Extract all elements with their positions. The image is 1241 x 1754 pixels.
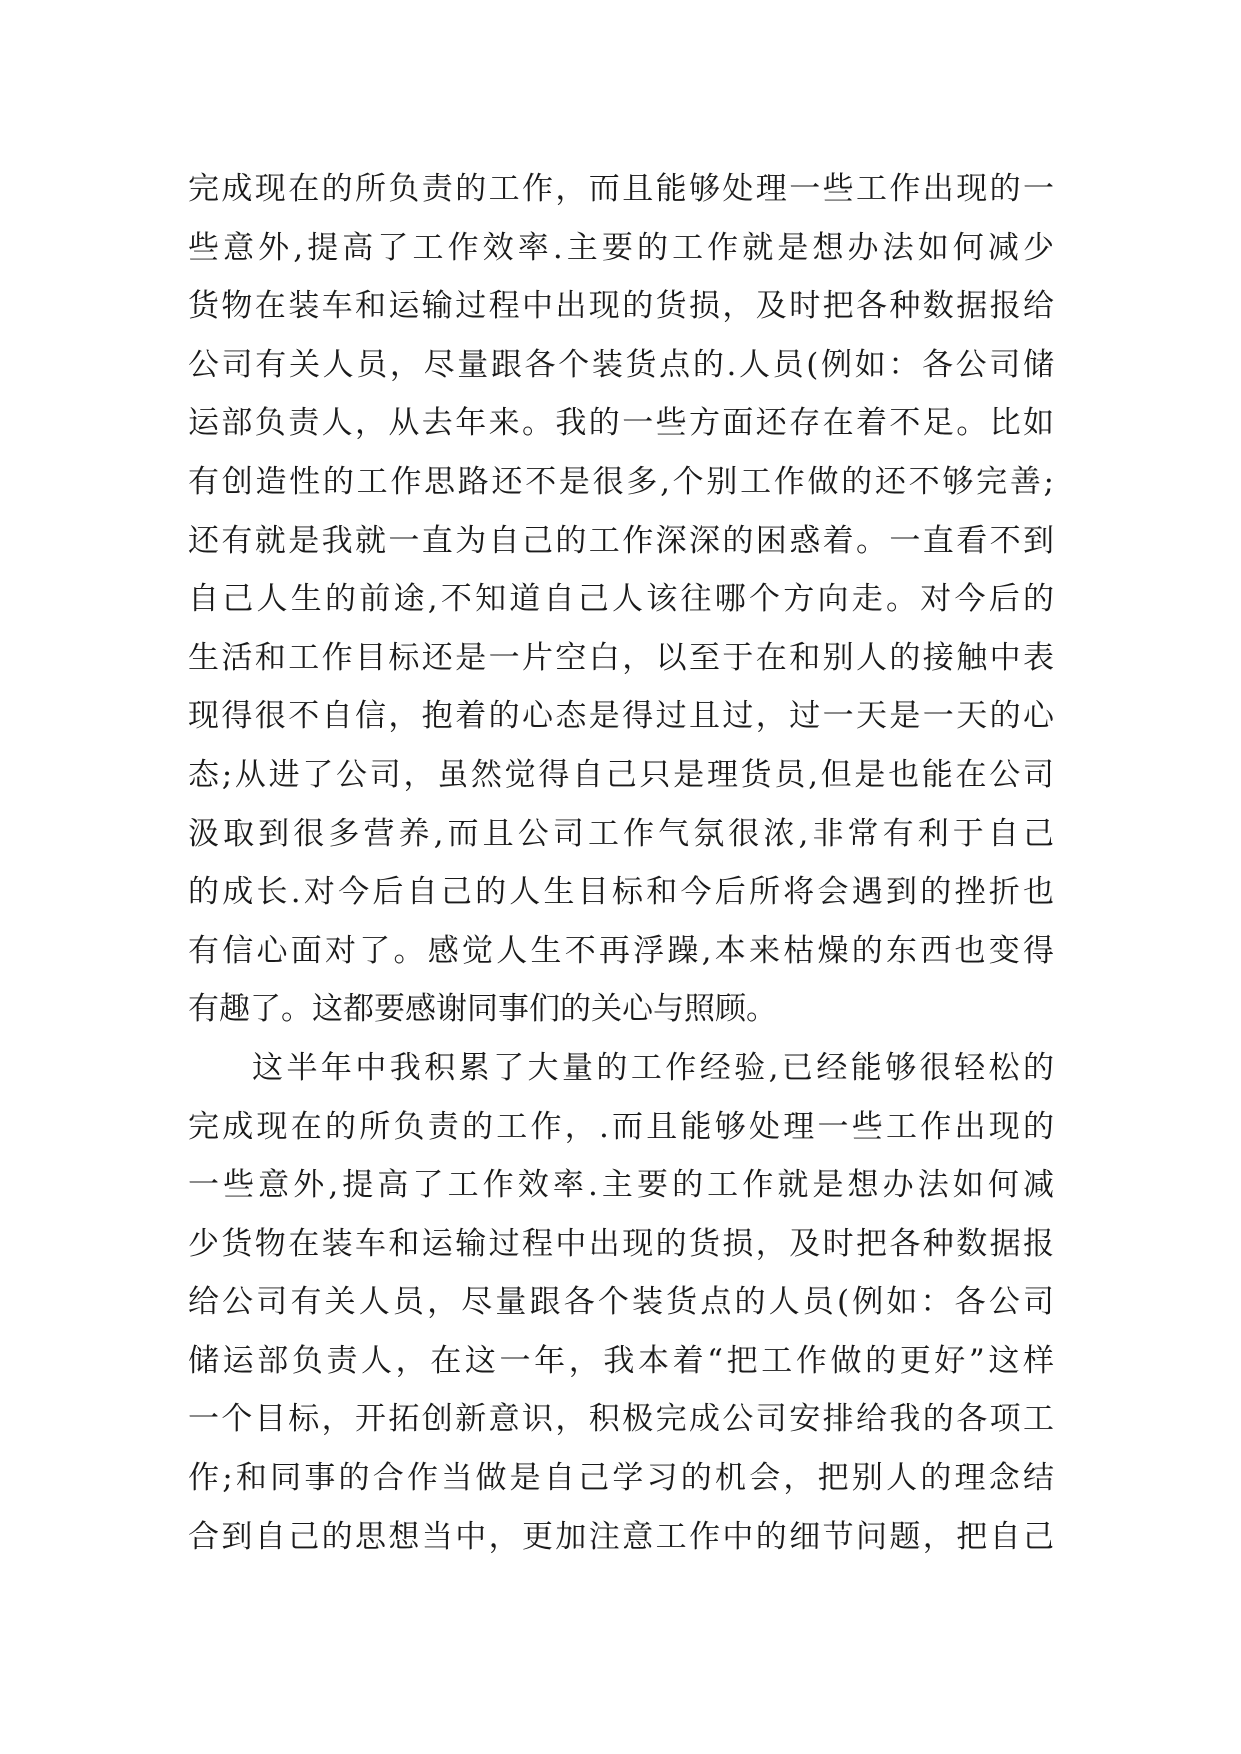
- text-line: 储运部负责人，在这一年，我本着“把工作做的更好”这样: [188, 1342, 1054, 1379]
- text-line: 的成长.对今后自己的人生目标和今后所将会遇到的挫折也: [188, 874, 1054, 911]
- text-line: 生活和工作目标还是一片空白，以至于在和别人的接触中表: [188, 639, 1054, 676]
- text-line: 一个目标，开拓创新意识，积极完成公司安排给我的各项工: [188, 1401, 1054, 1438]
- text-line: 运部负责人，从去年来。我的一些方面还存在着不足。比如: [188, 405, 1054, 442]
- text-line: 现得很不自信，抱着的心态是得过且过，过一天是一天的心: [188, 698, 1054, 735]
- text-line: 少货物在装车和运输过程中出现的货损，及时把各种数据报: [188, 1225, 1054, 1262]
- paragraph-2: [188, 1039, 1054, 1566]
- paragraph-1: [188, 160, 1054, 1039]
- text-line: 这半年中我积累了大量的工作经验,已经能够很轻松的: [252, 1049, 1054, 1086]
- text-line: 货物在装车和运输过程中出现的货损，及时把各种数据报给: [188, 288, 1054, 325]
- text-line: 态;从进了公司，虽然觉得自己只是理货员,但是也能在公司: [188, 756, 1054, 793]
- text-line: 汲取到很多营养,而且公司工作气氛很浓,非常有利于自己: [188, 815, 1054, 852]
- text-line: 还有就是我就一直为自己的工作深深的困惑着。一直看不到: [188, 522, 1054, 559]
- text-line: 作;和同事的合作当做是自己学习的机会，把别人的理念结: [188, 1460, 1054, 1497]
- text-line: 有创造性的工作思路还不是很多,个别工作做的还不够完善;: [188, 463, 1054, 500]
- body-text: [188, 160, 1054, 1566]
- text-line: 有信心面对了。感觉人生不再浮躁,本来枯燥的东西也变得: [188, 932, 1054, 969]
- text-line: 合到自己的思想当中，更加注意工作中的细节问题，把自己: [188, 1518, 1054, 1555]
- text-line: 自己人生的前途,不知道自己人该往哪个方向走。对今后的: [188, 581, 1054, 618]
- text-line: 有趣了。这都要感谢同事们的关心与照顾。: [188, 991, 777, 1028]
- text-line: 些意外,提高了工作效率.主要的工作就是想办法如何减少: [188, 229, 1054, 266]
- text-line: 公司有关人员，尽量跟各个装货点的.人员(例如：各公司储: [188, 346, 1054, 383]
- text-line: 完成现在的所负责的工作，.而且能够处理一些工作出现的: [188, 1108, 1054, 1145]
- text-line: 一些意外,提高了工作效率.主要的工作就是想办法如何减: [188, 1167, 1054, 1204]
- text-line: 给公司有关人员，尽量跟各个装货点的人员(例如：各公司: [188, 1284, 1054, 1321]
- text-line: 完成现在的所负责的工作，而且能够处理一些工作出现的一: [188, 171, 1054, 207]
